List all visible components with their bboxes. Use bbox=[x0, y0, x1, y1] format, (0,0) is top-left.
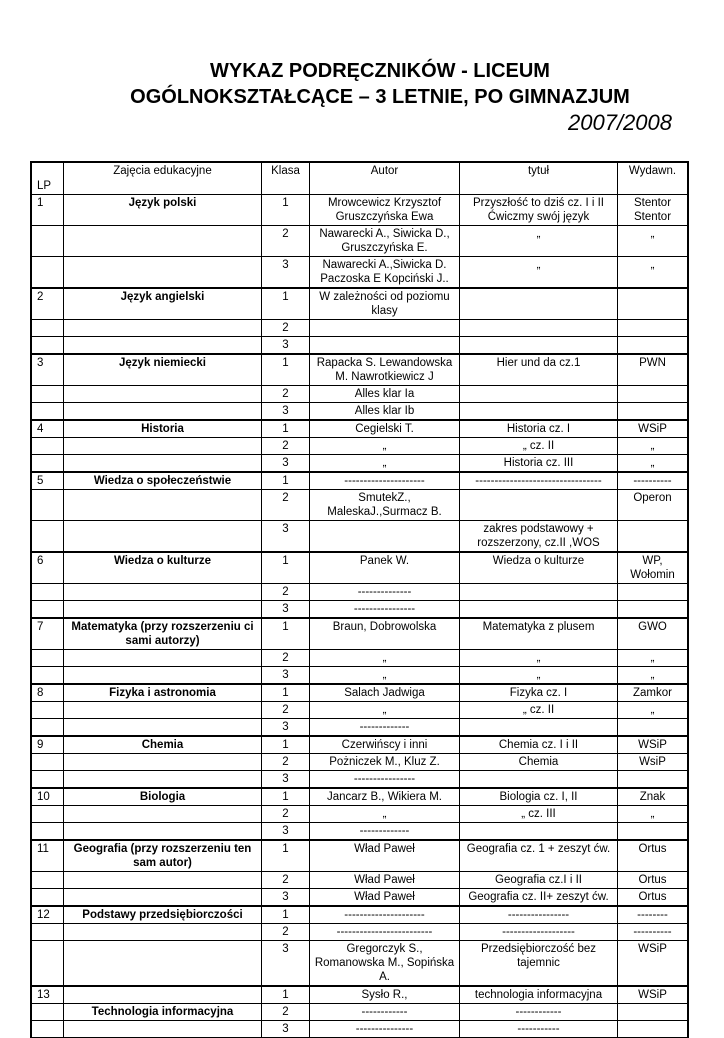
cell-author: Sysło R., bbox=[310, 986, 460, 1004]
cell-class: 1 bbox=[262, 420, 310, 438]
table-row bbox=[32, 455, 688, 473]
cell-publisher: Stentor Stentor bbox=[618, 195, 688, 226]
cell-lp bbox=[32, 872, 64, 889]
cell-class: 3 bbox=[262, 823, 310, 841]
cell-title: Historia cz. III bbox=[460, 455, 618, 473]
cell-subject bbox=[64, 337, 262, 355]
cell-publisher: WSiP bbox=[618, 736, 688, 754]
header-author: Autor bbox=[310, 163, 460, 195]
cell-author: Mrowcewicz Krzysztof Gruszczyńska Ewa bbox=[310, 195, 460, 226]
cell-subject: Technologia informacyjna bbox=[64, 1004, 262, 1021]
cell-lp: 11 bbox=[32, 840, 64, 872]
cell-subject bbox=[64, 1021, 262, 1038]
cell-class: 2 bbox=[262, 1004, 310, 1021]
cell-title: „ bbox=[460, 226, 618, 257]
cell-publisher: Zamkor bbox=[618, 684, 688, 702]
cell-title: Chemia cz. I i II bbox=[460, 736, 618, 754]
table-row bbox=[32, 403, 688, 421]
cell-class: 2 bbox=[262, 438, 310, 455]
cell-subject bbox=[64, 771, 262, 789]
cell-title bbox=[460, 320, 618, 337]
cell-author: Braun, Dobrowolska bbox=[310, 618, 460, 650]
table-row bbox=[32, 438, 688, 455]
table-row bbox=[32, 736, 688, 754]
cell-class: 2 bbox=[262, 584, 310, 601]
table-row bbox=[32, 754, 688, 771]
cell-author: „ bbox=[310, 806, 460, 823]
cell-publisher bbox=[618, 320, 688, 337]
cell-class: 3 bbox=[262, 521, 310, 553]
cell-author: --------------- bbox=[310, 1021, 460, 1038]
table-row bbox=[32, 337, 688, 355]
cell-publisher: Znak bbox=[618, 788, 688, 806]
cell-author: Panek W. bbox=[310, 552, 460, 584]
table-row bbox=[32, 806, 688, 823]
cell-title: „ cz. II bbox=[460, 702, 618, 719]
cell-lp bbox=[32, 257, 64, 289]
cell-publisher: „ bbox=[618, 455, 688, 473]
cell-class: 1 bbox=[262, 472, 310, 490]
cell-subject bbox=[64, 806, 262, 823]
cell-subject bbox=[64, 601, 262, 619]
table-row bbox=[32, 490, 688, 521]
cell-lp bbox=[32, 1021, 64, 1038]
cell-class: 2 bbox=[262, 924, 310, 941]
cell-author: „ bbox=[310, 455, 460, 473]
cell-subject bbox=[64, 386, 262, 403]
cell-lp bbox=[32, 226, 64, 257]
cell-author: Gregorczyk S., Romanowska M., Sopińska A. bbox=[310, 941, 460, 987]
cell-title: Geografia cz. 1 + zeszyt ćw. bbox=[460, 840, 618, 872]
cell-publisher: -------- bbox=[618, 906, 688, 924]
cell-author: „ bbox=[310, 667, 460, 685]
cell-class: 1 bbox=[262, 986, 310, 1004]
cell-class: 3 bbox=[262, 667, 310, 685]
cell-publisher: „ bbox=[618, 226, 688, 257]
cell-title bbox=[460, 403, 618, 421]
table-row bbox=[32, 889, 688, 907]
cell-subject bbox=[64, 872, 262, 889]
cell-title: „ bbox=[460, 650, 618, 667]
cell-subject: Język niemiecki bbox=[64, 354, 262, 386]
cell-publisher bbox=[618, 1004, 688, 1021]
cell-author: Pożniczek M., Kluz Z. bbox=[310, 754, 460, 771]
cell-class: 3 bbox=[262, 1021, 310, 1038]
cell-title: Matematyka z plusem bbox=[460, 618, 618, 650]
table-row bbox=[32, 320, 688, 337]
cell-author: ---------------- bbox=[310, 601, 460, 619]
cell-lp bbox=[32, 754, 64, 771]
cell-author: ------------------------- bbox=[310, 924, 460, 941]
cell-subject bbox=[64, 667, 262, 685]
cell-title: „ bbox=[460, 667, 618, 685]
cell-class: 2 bbox=[262, 754, 310, 771]
table-row bbox=[32, 823, 688, 841]
table-row bbox=[32, 472, 688, 490]
cell-title: ---------------- bbox=[460, 906, 618, 924]
cell-author: „ bbox=[310, 438, 460, 455]
cell-title bbox=[460, 337, 618, 355]
table-row bbox=[32, 906, 688, 924]
table-row bbox=[32, 354, 688, 386]
cell-class: 1 bbox=[262, 354, 310, 386]
cell-author: SmutekZ., MaleskaJ.,Surmacz B. bbox=[310, 490, 460, 521]
cell-lp bbox=[32, 667, 64, 685]
cell-author: Nawarecki A., Siwicka D., Gruszczyńska E. bbox=[310, 226, 460, 257]
cell-title: zakres podstawowy + rozszerzony, cz.II ,WOS bbox=[460, 521, 618, 553]
cell-lp bbox=[32, 490, 64, 521]
table-row bbox=[32, 872, 688, 889]
cell-author bbox=[310, 337, 460, 355]
cell-title: ----------- bbox=[460, 1021, 618, 1038]
cell-lp: 9 bbox=[32, 736, 64, 754]
cell-class: 3 bbox=[262, 403, 310, 421]
table-row bbox=[32, 1004, 688, 1021]
cell-lp: 10 bbox=[32, 788, 64, 806]
cell-subject bbox=[64, 490, 262, 521]
cell-subject bbox=[64, 521, 262, 553]
cell-lp: 6 bbox=[32, 552, 64, 584]
cell-class: 3 bbox=[262, 941, 310, 987]
cell-publisher: WSiP bbox=[618, 420, 688, 438]
cell-class: 2 bbox=[262, 320, 310, 337]
cell-subject: Wiedza o społeczeństwie bbox=[64, 472, 262, 490]
cell-title: Hier und da cz.1 bbox=[460, 354, 618, 386]
cell-title: ------------ bbox=[460, 1004, 618, 1021]
cell-author bbox=[310, 320, 460, 337]
cell-publisher: „ bbox=[618, 650, 688, 667]
table-row bbox=[32, 1021, 688, 1038]
header-title: tytuł bbox=[460, 163, 618, 195]
cell-author: „ bbox=[310, 702, 460, 719]
cell-author: Alles klar Ib bbox=[310, 403, 460, 421]
cell-title bbox=[460, 823, 618, 841]
cell-subject bbox=[64, 257, 262, 289]
cell-class: 3 bbox=[262, 719, 310, 737]
document-title-line2: OGÓLNOKSZTAŁCĄCE – 3 LETNIE, PO GIMNAZJUM bbox=[130, 86, 630, 108]
cell-publisher: „ bbox=[618, 702, 688, 719]
cell-subject bbox=[64, 403, 262, 421]
cell-author: „ bbox=[310, 650, 460, 667]
cell-author: W zależności od poziomu klasy bbox=[310, 288, 460, 320]
cell-publisher bbox=[618, 823, 688, 841]
cell-title: Historia cz. I bbox=[460, 420, 618, 438]
textbook-table bbox=[31, 162, 688, 1038]
cell-lp bbox=[32, 1004, 64, 1021]
cell-author: Wład Paweł bbox=[310, 889, 460, 907]
cell-subject bbox=[64, 226, 262, 257]
cell-publisher bbox=[618, 584, 688, 601]
cell-title: Przyszłość to dziś cz. I i II Ćwiczmy swój język bbox=[460, 195, 618, 226]
cell-lp bbox=[32, 719, 64, 737]
table-row bbox=[32, 702, 688, 719]
cell-title: Wiedza o kulturze bbox=[460, 552, 618, 584]
cell-subject: Chemia bbox=[64, 736, 262, 754]
cell-class: 1 bbox=[262, 195, 310, 226]
cell-title: technologia informacyjna bbox=[460, 986, 618, 1004]
cell-publisher: Ortus bbox=[618, 840, 688, 872]
cell-publisher: WSiP bbox=[618, 986, 688, 1004]
cell-publisher bbox=[618, 1021, 688, 1038]
cell-subject bbox=[64, 924, 262, 941]
cell-publisher bbox=[618, 288, 688, 320]
cell-subject bbox=[64, 584, 262, 601]
cell-author: Jancarz B., Wikiera M. bbox=[310, 788, 460, 806]
cell-publisher bbox=[618, 771, 688, 789]
school-year: 2007/2008 bbox=[568, 110, 672, 135]
table-row bbox=[32, 601, 688, 619]
cell-subject: Język angielski bbox=[64, 288, 262, 320]
cell-subject: Matematyka (przy rozszerzeniu ci sami autorzy) bbox=[64, 618, 262, 650]
cell-class: 1 bbox=[262, 288, 310, 320]
cell-lp bbox=[32, 771, 64, 789]
header-lp: LP bbox=[32, 163, 64, 195]
table-row bbox=[32, 924, 688, 941]
cell-lp: 8 bbox=[32, 684, 64, 702]
cell-class: 2 bbox=[262, 650, 310, 667]
cell-class: 1 bbox=[262, 618, 310, 650]
cell-author bbox=[310, 521, 460, 553]
cell-author: ---------------- bbox=[310, 771, 460, 789]
cell-title: „ bbox=[460, 257, 618, 289]
cell-class: 1 bbox=[262, 736, 310, 754]
cell-subject bbox=[64, 650, 262, 667]
cell-publisher bbox=[618, 386, 688, 403]
cell-subject bbox=[64, 754, 262, 771]
cell-publisher: ---------- bbox=[618, 924, 688, 941]
cell-title bbox=[460, 771, 618, 789]
cell-author: --------------------- bbox=[310, 472, 460, 490]
cell-publisher: „ bbox=[618, 667, 688, 685]
table-row bbox=[32, 986, 688, 1004]
cell-title bbox=[460, 386, 618, 403]
cell-author: --------------------- bbox=[310, 906, 460, 924]
cell-lp bbox=[32, 337, 64, 355]
cell-publisher bbox=[618, 337, 688, 355]
cell-lp bbox=[32, 438, 64, 455]
cell-class: 3 bbox=[262, 601, 310, 619]
table-row bbox=[32, 226, 688, 257]
document-title-line1: WYKAZ PODRĘCZNIKÓW - LICEUM bbox=[210, 60, 550, 82]
table-row bbox=[32, 618, 688, 650]
cell-subject: Historia bbox=[64, 420, 262, 438]
cell-subject: Fizyka i astronomia bbox=[64, 684, 262, 702]
cell-lp bbox=[32, 823, 64, 841]
cell-class: 3 bbox=[262, 257, 310, 289]
cell-author: ------------- bbox=[310, 719, 460, 737]
cell-publisher: Operon bbox=[618, 490, 688, 521]
cell-author: Cegielski T. bbox=[310, 420, 460, 438]
cell-subject bbox=[64, 320, 262, 337]
cell-title: Fizyka cz. I bbox=[460, 684, 618, 702]
cell-publisher bbox=[618, 403, 688, 421]
cell-class: 2 bbox=[262, 226, 310, 257]
table-row bbox=[32, 667, 688, 685]
cell-publisher: WsiP bbox=[618, 754, 688, 771]
cell-author: Nawarecki A.,Siwicka D. Paczoska E Kopciński J.. bbox=[310, 257, 460, 289]
cell-publisher: WSiP bbox=[618, 941, 688, 987]
cell-lp bbox=[32, 455, 64, 473]
table-row bbox=[32, 386, 688, 403]
table-row bbox=[32, 552, 688, 584]
cell-lp: 4 bbox=[32, 420, 64, 438]
cell-class: 2 bbox=[262, 872, 310, 889]
cell-title bbox=[460, 719, 618, 737]
cell-author: -------------- bbox=[310, 584, 460, 601]
header-row bbox=[32, 163, 688, 195]
cell-lp bbox=[32, 403, 64, 421]
cell-subject: Biologia bbox=[64, 788, 262, 806]
table-row bbox=[32, 719, 688, 737]
cell-lp: 3 bbox=[32, 354, 64, 386]
cell-subject bbox=[64, 455, 262, 473]
cell-publisher: „ bbox=[618, 438, 688, 455]
cell-author: Czerwińscy i inni bbox=[310, 736, 460, 754]
cell-lp bbox=[32, 320, 64, 337]
cell-author: ------------- bbox=[310, 823, 460, 841]
header-publisher: Wydawn. bbox=[618, 163, 688, 195]
cell-title: ------------------- bbox=[460, 924, 618, 941]
cell-class: 1 bbox=[262, 840, 310, 872]
cell-class: 3 bbox=[262, 455, 310, 473]
cell-lp bbox=[32, 924, 64, 941]
cell-class: 3 bbox=[262, 889, 310, 907]
cell-class: 1 bbox=[262, 788, 310, 806]
cell-author: Wład Paweł bbox=[310, 840, 460, 872]
cell-title bbox=[460, 584, 618, 601]
cell-lp: 5 bbox=[32, 472, 64, 490]
cell-subject: Język polski bbox=[64, 195, 262, 226]
cell-title: Przedsiębiorczość bez tajemnic bbox=[460, 941, 618, 987]
cell-class: 2 bbox=[262, 490, 310, 521]
cell-title: Chemia bbox=[460, 754, 618, 771]
cell-class: 3 bbox=[262, 337, 310, 355]
cell-publisher: „ bbox=[618, 257, 688, 289]
table-row bbox=[32, 771, 688, 789]
cell-class: 3 bbox=[262, 771, 310, 789]
cell-title: „ cz. III bbox=[460, 806, 618, 823]
cell-publisher bbox=[618, 719, 688, 737]
cell-author: Salach Jadwiga bbox=[310, 684, 460, 702]
cell-lp: 12 bbox=[32, 906, 64, 924]
cell-lp bbox=[32, 521, 64, 553]
header-subject: Zajęcia edukacyjne bbox=[64, 163, 262, 195]
cell-author: Wład Paweł bbox=[310, 872, 460, 889]
cell-author: Alles klar Ia bbox=[310, 386, 460, 403]
cell-lp: 7 bbox=[32, 618, 64, 650]
cell-publisher: „ bbox=[618, 806, 688, 823]
table-row bbox=[32, 420, 688, 438]
table-row bbox=[32, 650, 688, 667]
cell-lp bbox=[32, 584, 64, 601]
cell-subject bbox=[64, 823, 262, 841]
cell-subject bbox=[64, 719, 262, 737]
cell-title: --------------------------------- bbox=[460, 472, 618, 490]
cell-title: „ cz. II bbox=[460, 438, 618, 455]
cell-title: Biologia cz. I, II bbox=[460, 788, 618, 806]
cell-subject bbox=[64, 702, 262, 719]
cell-class: 1 bbox=[262, 906, 310, 924]
cell-lp bbox=[32, 889, 64, 907]
table-row bbox=[32, 584, 688, 601]
cell-publisher: PWN bbox=[618, 354, 688, 386]
cell-subject: Wiedza o kulturze bbox=[64, 552, 262, 584]
cell-lp bbox=[32, 941, 64, 987]
cell-lp: 1 bbox=[32, 195, 64, 226]
cell-title bbox=[460, 601, 618, 619]
cell-class: 2 bbox=[262, 702, 310, 719]
table-row bbox=[32, 788, 688, 806]
cell-class: 2 bbox=[262, 806, 310, 823]
cell-subject bbox=[64, 941, 262, 987]
cell-class: 2 bbox=[262, 386, 310, 403]
table-row bbox=[32, 257, 688, 289]
cell-author: Rapacka S. Lewandowska M. Nawrotkiewicz J bbox=[310, 354, 460, 386]
table-row bbox=[32, 941, 688, 987]
table-row bbox=[32, 840, 688, 872]
cell-title: Geografia cz.I i II bbox=[460, 872, 618, 889]
cell-lp bbox=[32, 386, 64, 403]
cell-lp bbox=[32, 601, 64, 619]
cell-author: ------------ bbox=[310, 1004, 460, 1021]
cell-title bbox=[460, 288, 618, 320]
table-row bbox=[32, 684, 688, 702]
cell-subject: Geografia (przy rozszerzeniu ten sam autor) bbox=[64, 840, 262, 872]
cell-lp: 2 bbox=[32, 288, 64, 320]
cell-lp bbox=[32, 702, 64, 719]
cell-lp bbox=[32, 806, 64, 823]
cell-publisher: ---------- bbox=[618, 472, 688, 490]
cell-publisher: Ortus bbox=[618, 872, 688, 889]
cell-subject bbox=[64, 986, 262, 1004]
cell-publisher: GWO bbox=[618, 618, 688, 650]
cell-publisher: WP, Wołomin bbox=[618, 552, 688, 584]
cell-publisher: Ortus bbox=[618, 889, 688, 907]
table-row bbox=[32, 288, 688, 320]
cell-class: 1 bbox=[262, 684, 310, 702]
cell-subject: Podstawy przedsiębiorczości bbox=[64, 906, 262, 924]
cell-subject bbox=[64, 438, 262, 455]
cell-class: 1 bbox=[262, 552, 310, 584]
cell-title: Geografia cz. II+ zeszyt ćw. bbox=[460, 889, 618, 907]
cell-title bbox=[460, 490, 618, 521]
table-row bbox=[32, 195, 688, 226]
cell-subject bbox=[64, 889, 262, 907]
table-row bbox=[32, 521, 688, 553]
cell-publisher bbox=[618, 521, 688, 553]
cell-lp: 13 bbox=[32, 986, 64, 1004]
header-class: Klasa bbox=[262, 163, 310, 195]
cell-lp bbox=[32, 650, 64, 667]
cell-publisher bbox=[618, 601, 688, 619]
